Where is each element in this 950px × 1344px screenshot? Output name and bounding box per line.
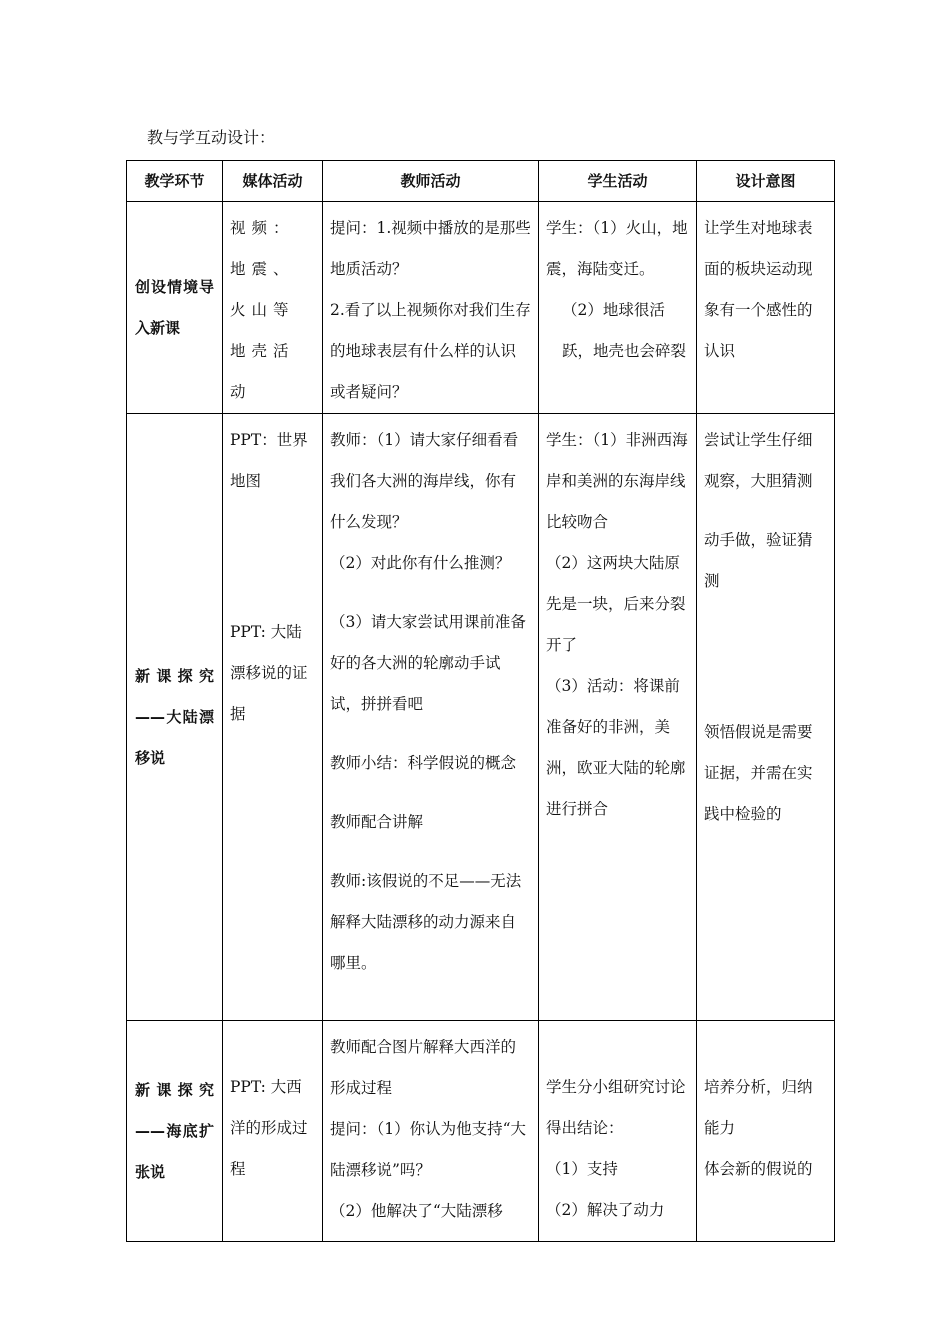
header-stage: 教学环节 [127, 161, 223, 202]
cell-text: （2）解决了动力 [546, 1201, 665, 1219]
student-cell [539, 1021, 697, 1242]
teacher-cell [323, 202, 539, 414]
cell-text: 视频：地震、火山等地壳活动 [230, 219, 295, 401]
table-row [127, 202, 835, 414]
cell-text: 学生：（1）非洲西海岸和美洲的东海岸线比较吻合 [546, 431, 688, 531]
student-cell [539, 414, 697, 1021]
cell-text: 教师配合图片解释大西洋的形成过程 [330, 1038, 517, 1097]
media-cell [223, 414, 323, 1021]
teacher-cell [323, 1021, 539, 1242]
cell-text: 2.看了以上视频你对我们生存的地球表层有什么样的认识或者疑问？ [330, 301, 531, 401]
stage-cell: 新课探究——海底扩张说 [127, 1021, 223, 1242]
table-row [127, 1021, 835, 1242]
header-media: 媒体活动 [223, 161, 323, 202]
intent-cell [697, 202, 835, 414]
cell-text: 培养分析，归纳能力 [704, 1078, 813, 1137]
cell-text: 领悟假说是需要证据，并需在实践中检验的 [704, 723, 813, 823]
cell-text: 教师配合讲解 [330, 813, 424, 831]
table-header-row [127, 161, 835, 202]
cell-text: 学生：（1）火山，地震，海陆变迁。 [546, 219, 688, 278]
cell-text: （2）这两块大陆原先是一块，后来分裂开了 [546, 554, 686, 654]
cell-text: PPT：世界地图 [230, 431, 308, 490]
header-intent: 设计意图 [697, 161, 835, 202]
cell-text: （1）支持 [546, 1160, 618, 1178]
cell-text: PPT: 大陆漂移说的证据 [230, 623, 308, 723]
stage-cell: 新课探究——大陆漂移说 [127, 414, 223, 1021]
student-cell [539, 202, 697, 414]
stage-cell: 创设情境导入新课 [127, 202, 223, 414]
header-teacher: 教师活动 [323, 161, 539, 202]
teacher-cell [323, 414, 539, 1021]
header-student: 学生活动 [539, 161, 697, 202]
cell-text: 尝试让学生仔细观察，大胆猜测 [704, 431, 813, 490]
media-cell [223, 202, 323, 414]
media-cell [223, 1021, 323, 1242]
cell-text: （2）对此你有什么推测？ [330, 554, 511, 572]
cell-text: 让学生对地球表面的板块运动现象有一个感性的认识 [704, 219, 813, 360]
interaction-design-table [126, 160, 835, 1242]
cell-text: 动手做，验证猜测 [704, 531, 813, 590]
page-title: 教与学互动设计： [147, 128, 276, 147]
cell-text: PPT: 大西洋的形成过程 [230, 1078, 308, 1178]
cell-text: （3）请大家尝试用课前准备好的各大洲的轮廓动手试试，拼拼看吧 [330, 613, 526, 713]
cell-text: 教师小结：科学假说的概念 [330, 754, 517, 772]
cell-text: （3）活动：将课前准备好的非洲，美洲，欧亚大陆的轮廓进行拼合 [546, 677, 686, 818]
cell-text: （2）他解决了“大陆漂移 [330, 1202, 503, 1220]
intent-cell [697, 414, 835, 1021]
cell-text: 体会新的假说的 [704, 1160, 813, 1178]
cell-text: 教师：（1）请大家仔细看看我们各大洲的海岸线，你有什么发现？ [330, 431, 519, 531]
cell-text: （2）地球很活跃，地壳也会碎裂 [562, 301, 687, 360]
intent-cell [697, 1021, 835, 1242]
cell-text: 提问：1.视频中播放的是那些地质活动？ [330, 219, 531, 278]
cell-text: 学生分小组研究讨论得出结论： [546, 1078, 686, 1137]
table-row [127, 414, 835, 1021]
cell-text: 提问：（1）你认为他支持“大陆漂移说”吗？ [330, 1120, 527, 1179]
cell-text: 教师:该假说的不足——无法解释大陆漂移的动力源来自哪里。 [330, 872, 522, 972]
